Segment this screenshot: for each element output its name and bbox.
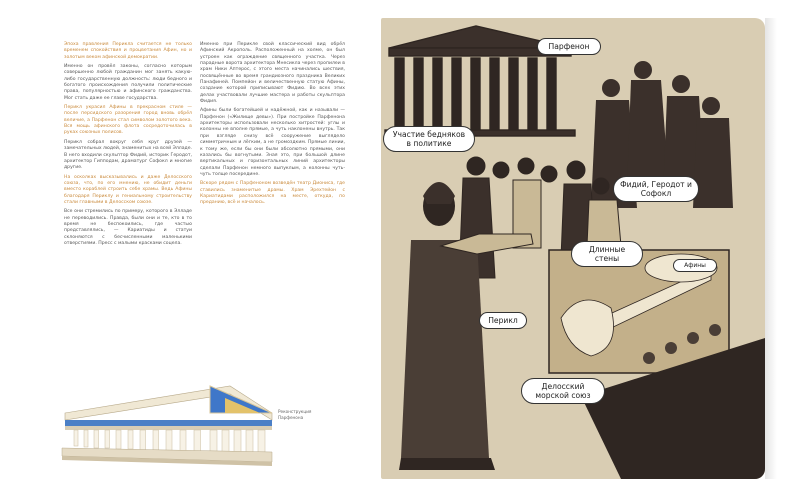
paragraph: Именно он провёл законы, согласно которым совершенно любой гражданин мог занять какую-либо государственную должность: люди бедного и богатого происхождения получили политические права, популярностью и афинского гражданства. Мог стать даже ее главе государства. (64, 64, 192, 101)
text-column-2 (200, 42, 345, 210)
paragraph: Эпоха правления Перикла считается не только временем спокойствия и процветания Афин, но и золотым веком афинской демократии. (64, 42, 192, 60)
paragraph: Перикл собрал вокруг себя круг друзей — замечательных людей, знаменитых на всей Элладе. В него входили скульптор Фидий, историк Геродот, архитектор Гипподам, драматург Софокл и многие другие. (64, 139, 192, 171)
paragraph: На осколках высказывались и даже Делосского союза, что, по его мнению, не обидит деньги вместо кораблей строить себе храмы. Ведь Афины благодаря Периклу и гениальному строительству стали главными в Делосском союзе. (64, 174, 192, 205)
label-parthenon: Парфенон (537, 38, 601, 55)
left-page (0, 0, 370, 483)
paragraph: Афины были богатейшей и надёжной, как и называли — Парфенон («Жилище девы»). При постройке Парфенона архитекторы использовали несколько хитростей: углы и колонны не вполне прямые, а чуть наклонены внутрь. Так при взгляде снизу всё сооружение выглядело симметричным и лёгким, а не громоздким. Прямые линии, к тому же, если бы они были абсолютно прямыми, они казались бы вогнутыми. Зная это, при большой длине вертикальных и горизонтальных линий архитекторы сделали Парфенон немного выпуклым, а колонны чуть-чуть толще посередине. (200, 108, 345, 177)
label-delian-league: Делосский морской союз (521, 378, 605, 404)
image-caption: Реконструкция Парфенона (278, 409, 312, 420)
illustration-panel (381, 18, 765, 479)
label-pericles: Перикл (479, 312, 527, 329)
label-athens-map: Афины (673, 259, 717, 272)
page-edge (765, 18, 777, 479)
paragraph: Перикл украсил Афины в прекрасном стиле — после персидского разорения город вновь обрёл величие, а Парфенон стал символом золотого века. Вся мощь афинского флота сосредоточилась в руках союзных полисов. (64, 105, 192, 136)
label-long-walls: Длинные стены (571, 241, 643, 267)
paragraph: Вскоре рядом с Парфеноном возведён театр Диониса, где ставились знаменитые драмы. Храм Эрехтейон с Кариатидами расположился на месте, откуда, по преданию, всё и началось. (200, 181, 345, 206)
paragraph: Все они стремились по примеру, которого в Элладе не переводились. Правда, были они и те, кто в то время не беспокоились, где частью представлялись, — Кариатиды и статуи склоняются с бесчисленными маленькими отверстиями. Пресс с малыми красками соцела. (64, 209, 192, 246)
label-famous-friends: Фидий, Геродот и Софокл (613, 176, 699, 202)
text-column-1 (64, 42, 192, 250)
paragraph: Именно при Перикле свой классический вид обрёл Афинский Акрополь. Расположенный на холме, он был устроен как ограждение священного участка. Через парадные ворота архитектора Мнесикла через пропилеи в храм Ники Аптерос, с этого места начинались шествия, посвящённые во время грандиозного праздника Великих Панафиней. Помпейон и величественную статую Афины, создание которой приписывают Фидию. Во всех этих делах участвовали лучшие мастера и работы скульптора Фидия. (200, 42, 345, 105)
parthenon-reconstruction-image (60, 358, 275, 468)
label-poor-participation: Участие бедняков в политике (383, 126, 475, 152)
